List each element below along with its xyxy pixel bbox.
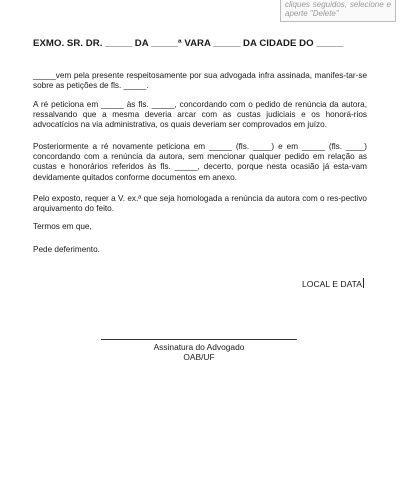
local-e-data-text: LOCAL E DATA — [302, 279, 363, 289]
hint-text: cliques seguidos, selecione e aperte "Delete" — [285, 0, 391, 18]
hint-box — [280, 0, 396, 22]
signature-name: Assinatura do Advogado — [153, 342, 245, 352]
text-cursor — [363, 278, 364, 288]
paragraph-deferimento: Pede deferimento. — [33, 245, 100, 254]
document-page — [33, 38, 367, 254]
paragraph-pedido: Pelo exposto, requer a V. ex.ª que seja homologada a renúncia da autora com o res-pectivo arquivamento do feito. — [33, 194, 367, 214]
paragraph-peticao-re: A ré peticiona em _____ às fls. _____, concordando com o pedido de renúncia da autora, ressalvando que a mesma deveria arcar com as custas judiciais e os honorá-rios advocatícios na via administrativa, os quais deveriam ser comprovados em juízo. — [33, 100, 367, 130]
paragraph-intro: _____vem pela presente respeitosamente por sua advogada infra assinada, manifes-tar-se sobre as petições de fls. _____. — [33, 71, 367, 91]
paragraph-posteriormente: Posteriormente a ré novamente peticiona em _____ (fls. ____) e em _____ (fls. ____) concordando com a renúncia da autora, sem mencionar qualquer pedido em relação as custas e honorários referidos às fls. _____, decerto, porque nesta ocasião já esta-vam devidamente quitados conforme documentos em anexo. — [33, 142, 367, 182]
signature-oab: OAB/UF — [183, 352, 215, 362]
local-e-data — [302, 278, 364, 289]
signature-line — [101, 339, 297, 340]
paragraph-termos: Termos em que, — [33, 222, 92, 231]
document-heading: EXMO. SR. DR. _____ DA _____ª VARA _____ DA CIDADE DO _____ — [33, 38, 344, 49]
